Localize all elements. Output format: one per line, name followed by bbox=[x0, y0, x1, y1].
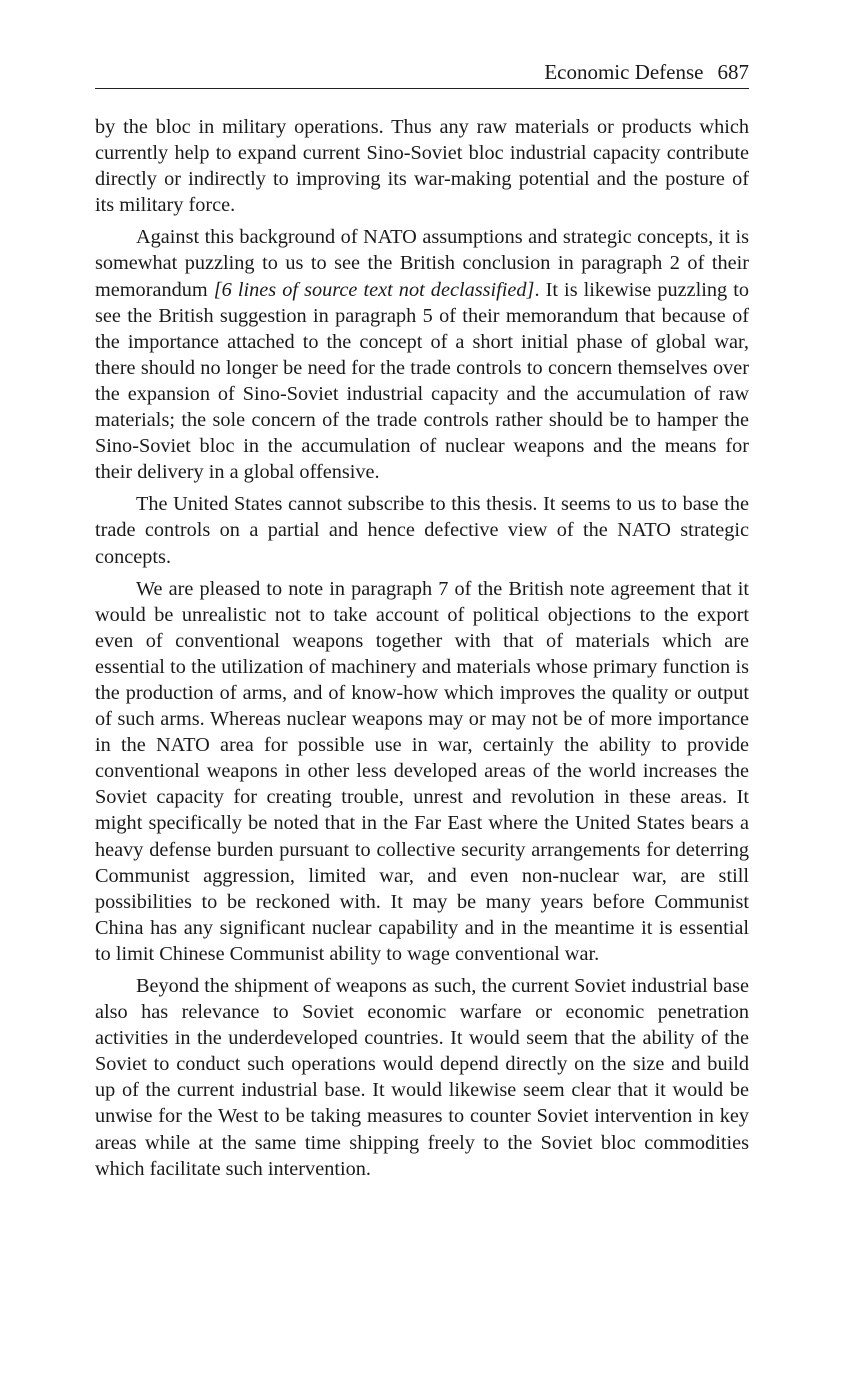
document-page bbox=[95, 58, 749, 1188]
paragraph-text: Against this background of NATO assumptions and strategic concepts, it is somewhat puzzling to us to see the British conclusion in paragraph 2 of their memorandum bbox=[95, 226, 749, 301]
running-title: Economic Defense bbox=[544, 60, 704, 84]
body-text bbox=[95, 114, 749, 1182]
paragraph-industrial-base: Beyond the shipment of weapons as such, the current Soviet industrial base also has relevance to Soviet economic warfare or economic penetration activities in the underdeveloped countries. It would seem that the ability of the Soviet to conduct such operations would depend directly on the size and build up of the current industrial base. It would likewise seem clear that it would be unwise for the West to be taking measures to counter Soviet intervention in key areas while at the same time shipping freely to the Soviet bloc commodities which facilitate such intervention. bbox=[95, 975, 749, 1180]
paragraph-text: . It is likewise puzzling to see the British suggestion in paragraph 5 of their memorandum that because of the importance attached to the concept of a short initial phase of global war, there should no longer be need for the trade controls to concern themselves over the expansion of Sino-Soviet industrial capacity and the accumulation of raw materials; the sole concern of the trade controls rather should be to hamper the Sino-Soviet bloc in the accumulation of nuclear weapons and the means for their delivery in a global offensive. bbox=[95, 278, 750, 484]
paragraph-continuation: by the bloc in military operations. Thus any raw materials or products which currently help to expand current Sino-Soviet bloc industrial capacity contribute directly or indirectly to improving its war-making potential and the posture of its military force. bbox=[95, 116, 749, 217]
redaction-note: [6 lines of source text not declassified] bbox=[213, 278, 535, 301]
page-number: 687 bbox=[717, 60, 749, 84]
running-header bbox=[95, 58, 749, 89]
paragraph-conventional-weapons: We are pleased to note in paragraph 7 of the British note agreement that it would be unrealistic not to take account of political objections to the export even of conventional weapons together with that of materials which are essential to the utilization of machinery and materials whose primary function is the production of arms, and of know-how which improves the quality or output of such arms. Whereas nuclear weapons may or may not be of more importance in the NATO area for possible use in war, certainly the ability to provide conventional weapons in other less developed areas of the world increases the Soviet capacity for creating trouble, unrest and revolution in these areas. It might specifically be noted that in the Far East where the United States bears a heavy defense burden pursuant to collective security arrangements for deterring Communist aggression, limited war, and even non-nuclear war, are still possibilities to be reckoned with. It may be many years before Communist China has any significant nuclear capability and in the meantime it is essential to limit Chinese Communist ability to wage conventional war. bbox=[95, 577, 749, 965]
paragraph-nato-assumptions bbox=[95, 224, 749, 485]
paragraph-us-position: The United States cannot subscribe to this thesis. It seems to us to base the trade controls on a partial and hence defective view of the NATO strategic concepts. bbox=[95, 493, 749, 568]
